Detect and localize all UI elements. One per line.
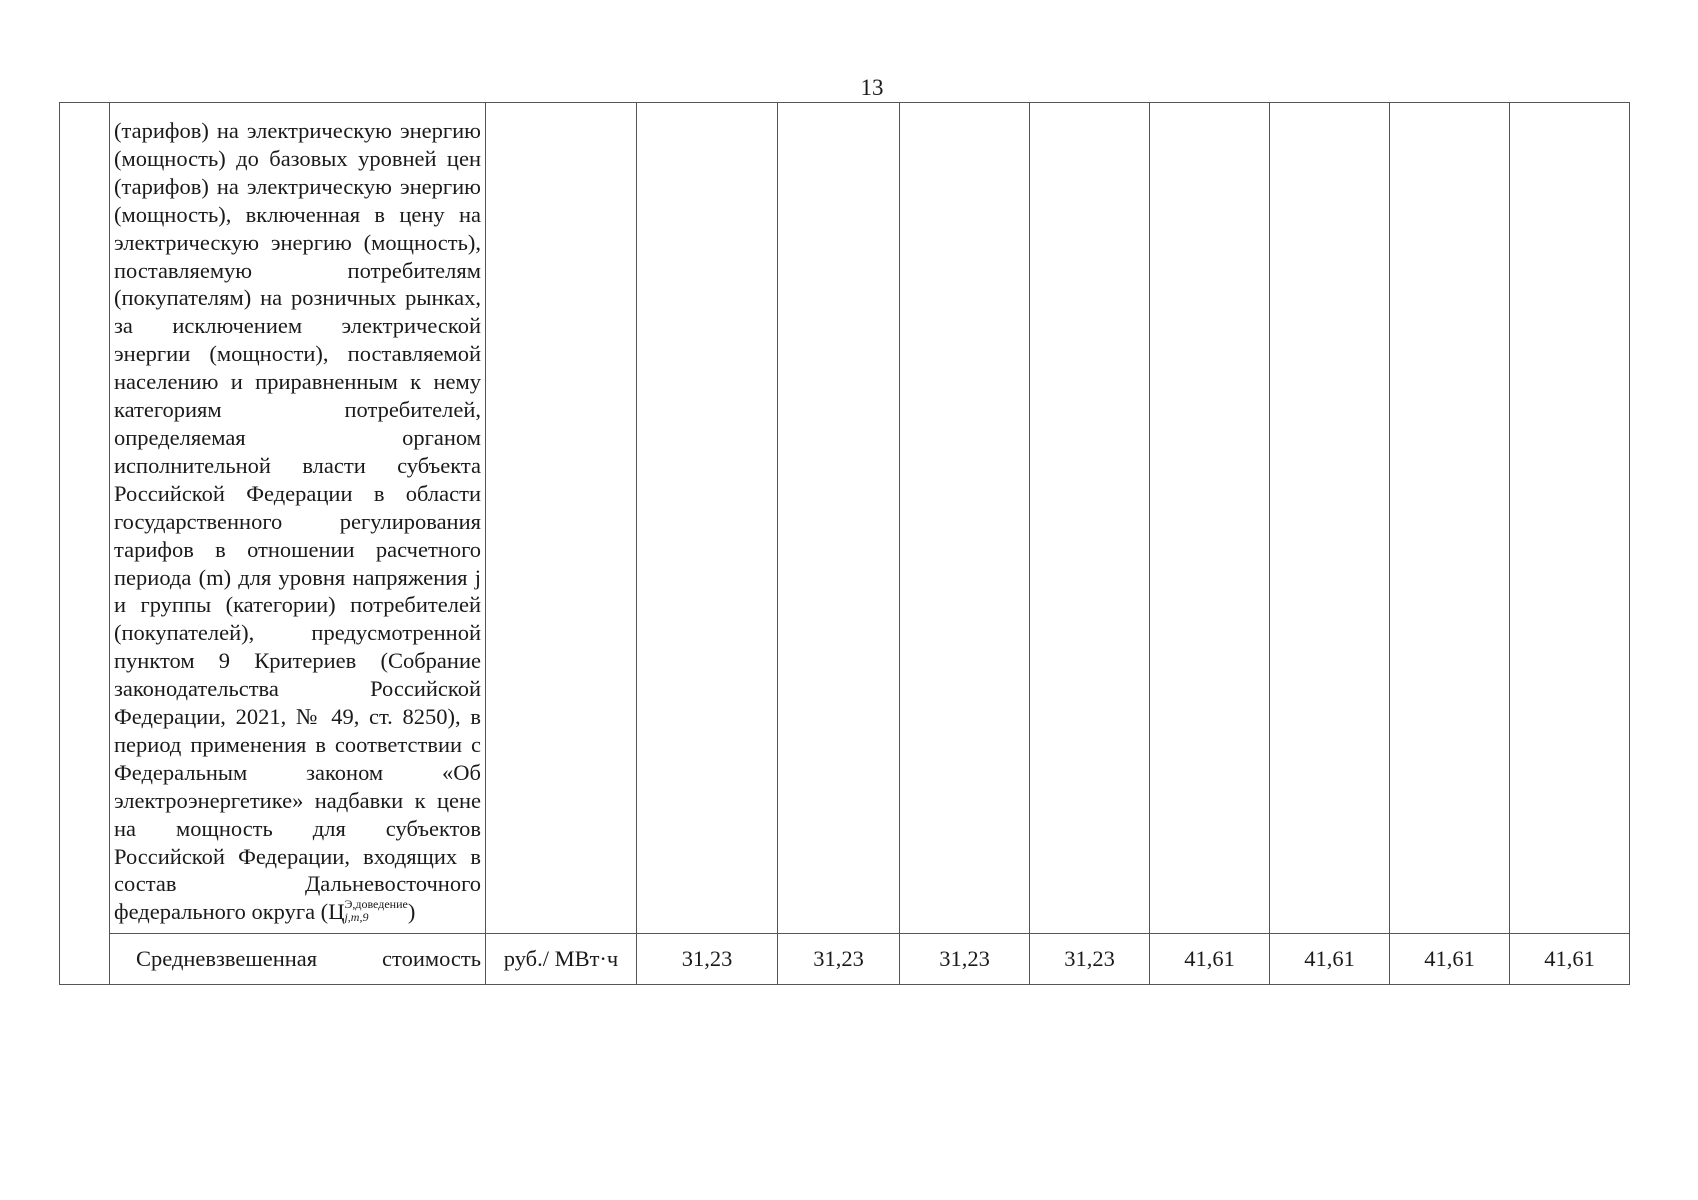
empty-cell bbox=[1030, 103, 1150, 934]
symbol-superscript: Э,доведение bbox=[344, 897, 408, 912]
symbol-subscript: j,m,9 bbox=[344, 910, 369, 925]
empty-cell bbox=[1510, 103, 1630, 934]
row-number-cell bbox=[60, 103, 110, 985]
empty-cell bbox=[1150, 103, 1270, 934]
value-cell: 31,23 bbox=[637, 934, 778, 985]
description-last-line-prefix: федерального округа ( bbox=[114, 899, 329, 925]
empty-cell bbox=[778, 103, 900, 934]
tariff-table bbox=[59, 102, 1630, 985]
tariff-symbol bbox=[328, 899, 408, 924]
summary-label: Средневзвешенная стоимость bbox=[136, 946, 481, 972]
description-text bbox=[110, 103, 485, 933]
description-last-line-suffix: ) bbox=[407, 899, 416, 925]
value-cell: 41,61 bbox=[1390, 934, 1510, 985]
empty-cell bbox=[1270, 103, 1390, 934]
summary-label-cell bbox=[110, 934, 486, 985]
description-last-line bbox=[114, 898, 481, 927]
description-row bbox=[60, 103, 1630, 934]
description-main-text: (тарифов) на электрическую энергию (мощность) до базовых уровней цен (тарифов) на электрическую энергию (мощность), включенная в цену на электрическую энергию (мощность), поставляемую потребителям (покупателям) на розничных рынках, за исключением электрической энергии (мощности), поставляемой населению и приравненным к нему категориям потребителей, определяемая органом исполнительной власти субъекта Российской Федерации в области государственного регулирования тарифов в отношении расчетного периода (m) для уровня напряжения j и группы (категории) потребителей (покупателей), предусмотренной пунктом 9 Критериев (Собрание законодательства Российской Федерации, 2021, № 49, ст. 8250), в период применения в соответствии с Федеральным законом «Об электроэнергетике» надбавки к цене на мощность для субъектов Российской Федерации, входящих в состав Дальневосточного bbox=[114, 118, 481, 897]
value-cell: 31,23 bbox=[778, 934, 900, 985]
empty-cell bbox=[486, 103, 637, 934]
empty-cell bbox=[637, 103, 778, 934]
symbol-indices bbox=[344, 898, 407, 924]
value-cell: 41,61 bbox=[1510, 934, 1630, 985]
page-number: 13 bbox=[860, 75, 884, 100]
value-cell: 41,61 bbox=[1150, 934, 1270, 985]
value-cell: 31,23 bbox=[900, 934, 1030, 985]
symbol-base: Ц bbox=[328, 899, 345, 925]
empty-cell bbox=[1390, 103, 1510, 934]
unit-cell: руб./ МВт·ч bbox=[486, 934, 637, 985]
description-cell bbox=[110, 103, 486, 934]
empty-cell bbox=[900, 103, 1030, 934]
value-cell: 41,61 bbox=[1270, 934, 1390, 985]
summary-row bbox=[60, 934, 1630, 985]
value-cell: 31,23 bbox=[1030, 934, 1150, 985]
